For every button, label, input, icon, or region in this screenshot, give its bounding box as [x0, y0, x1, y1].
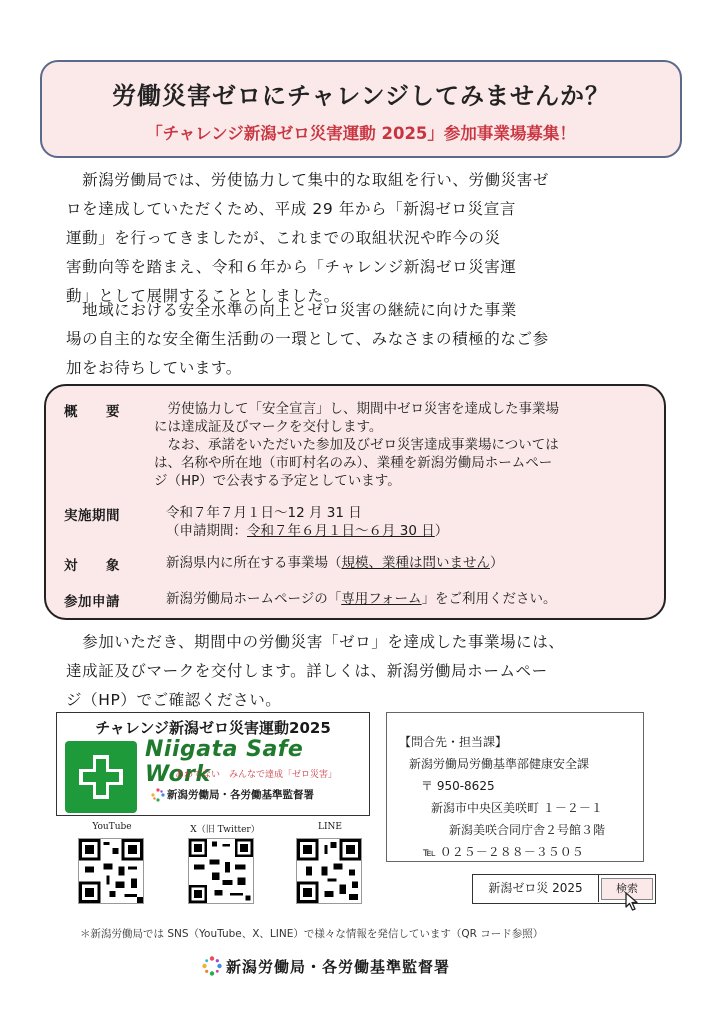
overview-line: には達成証及びマークを交付します。: [154, 419, 383, 435]
intro-line: 場の自主的な安全衛生活動の一環として、みなさまの積極的なご参: [66, 330, 549, 348]
campaign-title: チャレンジ新潟ゼロ災害運動2025: [95, 719, 331, 737]
overview-label: 概 要: [64, 404, 120, 420]
intro-line: 新潟労働局では、労使協力して集中的な取組を行い、労働災害ゼ: [66, 171, 550, 189]
apply-label: 参加申請: [64, 594, 120, 610]
search-input[interactable]: 新潟ゼロ災 2025: [473, 875, 599, 902]
safety-cross-icon: [65, 741, 137, 813]
contact-address2: 新潟美咲合同庁舎２号館３階: [449, 823, 606, 837]
contact-address1: 新潟市中央区美咲町 １－２－１: [431, 801, 603, 815]
target-text: [166, 554, 646, 572]
header-banner: [40, 60, 682, 158]
intro-line: ロを達成していただくため、平成 29 年から「新潟ゼロ災宣言: [66, 200, 516, 218]
closing-line: 参加いただき、期間中の労働災害「ゼロ」を達成した事業場には、: [66, 633, 565, 651]
apply-suffix: 」をご利用ください。: [421, 591, 557, 607]
intro-line: 地域における安全水準の向上とゼロ災害の継続に向けた事業: [66, 301, 517, 319]
campaign-tagline: あわてない みんなで達成「ゼロ災害」: [175, 770, 338, 780]
apply-text: [166, 590, 656, 608]
overview-text: [154, 400, 658, 490]
period-text: [166, 504, 646, 540]
qr-label-youtube: YouTube: [92, 822, 132, 832]
intro-line: 加をお待ちしています。: [66, 359, 242, 377]
summary-box: [44, 384, 666, 620]
cursor-icon: [624, 892, 642, 912]
overview-line: なお、承諾をいただいた参加及びゼロ災害達成事業場については: [154, 437, 559, 453]
period-apply-prefix: （申請期間：: [166, 523, 247, 539]
period-apply-date: 令和７年６月１日～６月 30 日: [247, 523, 435, 539]
closing-paragraph: [66, 628, 662, 715]
intro-paragraph-1: [66, 166, 662, 311]
closing-line: 達成証及びマークを交付します。詳しくは、新潟労働局ホームペー: [66, 662, 548, 680]
page-title: 労働災害ゼロにチャレンジしてみませんか？: [111, 82, 611, 110]
intro-paragraph-2: [66, 296, 662, 383]
qr-code-x[interactable]: [188, 838, 254, 904]
period-apply: [166, 522, 646, 540]
contact-tel: ℡ ０２５－２８８－３５０５: [423, 845, 584, 859]
apply-prefix: 新潟労働局ホームページの「: [166, 591, 342, 607]
apply-form-link[interactable]: 専用フォーム: [341, 591, 422, 607]
period-label: 実施期間: [64, 508, 120, 524]
campaign-org: 新潟労働局・各労働基準監督署: [167, 789, 314, 801]
period-main: 令和７年７月１日～12 月 31 日: [166, 505, 362, 521]
contact-heading: 【問合先・担当課】: [399, 735, 508, 749]
page-subtitle: 「チャレンジ新潟ゼロ災害運動 2025」参加事業場募集！: [146, 124, 576, 143]
overview-line: 労使協力して「安全宣言」し、期間中ゼロ災害を達成した事業場: [154, 401, 559, 417]
intro-line: 動」として展開することとしました。: [66, 287, 340, 305]
target-prefix: 新潟県内に所在する事業場（: [166, 555, 342, 571]
target-label: 対 象: [64, 558, 120, 574]
contact-box: [386, 712, 644, 862]
qr-code-line[interactable]: [296, 838, 362, 904]
contact-postal: 〒 950-8625: [421, 779, 495, 793]
overview-line: は、名称や所在地（市町村名のみ）、業種を新潟労働局ホームペー: [154, 455, 553, 471]
intro-line: 害動向等を踏まえ、令和６年から「チャレンジ新潟ゼロ災害運: [66, 258, 517, 276]
qr-label-x: X（旧 Twitter）: [190, 825, 260, 835]
qr-code-youtube[interactable]: [78, 838, 144, 904]
sparkle-icon: [202, 956, 222, 976]
search-button[interactable]: 検索: [601, 878, 653, 900]
overview-line: ジ（HP）で公表する予定としています。: [154, 473, 401, 489]
niigata-safe-work-logo: Niigata Safe Work: [145, 737, 304, 787]
closing-line: ジ（HP）でご確認ください。: [66, 691, 282, 709]
contact-dept: 新潟労働局労働基準部健康安全課: [409, 757, 590, 771]
qr-label-line: LINE: [318, 822, 342, 832]
footer-org: 新潟労働局・各労働基準監督署: [226, 958, 451, 976]
target-underlined: 規模、業種は問いません: [341, 555, 490, 571]
safety-cross-green-v: [96, 759, 106, 795]
sparkle-icon: [151, 787, 165, 801]
intro-line: 運動」を行ってきましたが、これまでの取組状況や昨今の災: [66, 229, 501, 247]
footer-note: ＊新潟労働局では SNS（YouTube、X、LINE）で様々な情報を発信しています（QR コード参照）: [80, 928, 544, 940]
campaign-logo-box: [56, 712, 370, 816]
target-suffix: ）: [490, 555, 504, 571]
period-apply-suffix: ）: [434, 523, 449, 539]
